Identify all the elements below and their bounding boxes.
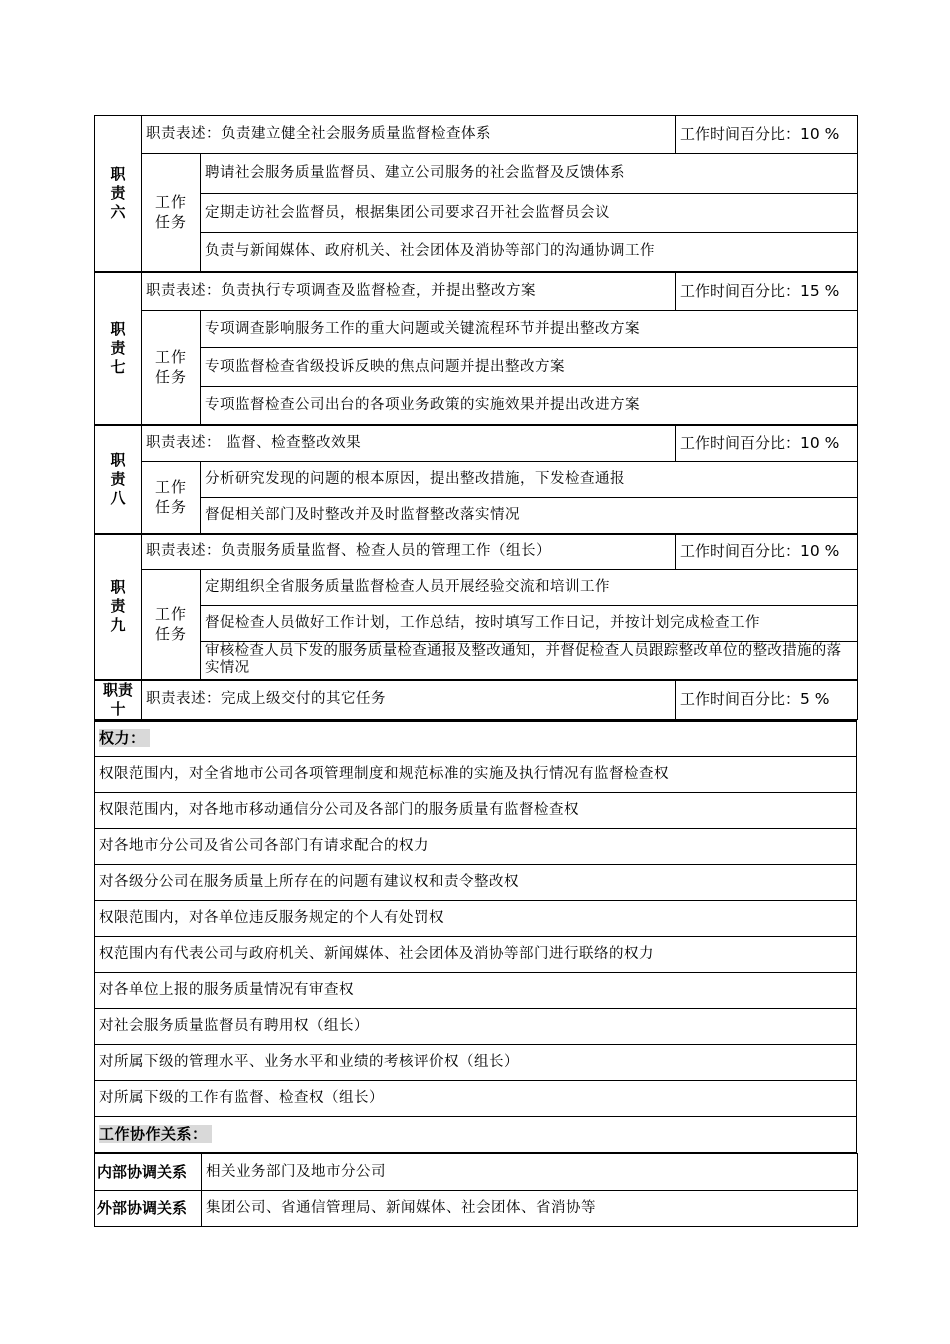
external-coordination-value: 集团公司、省通信管理局、新闻媒体、社会团体、省消协等 <box>202 1191 858 1227</box>
internal-coordination-row <box>95 1154 858 1191</box>
duty-9-task-label: 工作任务 <box>142 570 201 680</box>
duty-8-task-row <box>95 462 858 498</box>
authority-item <box>95 829 857 865</box>
cooperation-title-row <box>95 1117 857 1153</box>
duty-8-statement-row <box>95 425 858 462</box>
duty-8-task-row <box>95 498 858 534</box>
duty-9-statement-row <box>95 534 858 570</box>
authority-item <box>95 865 857 901</box>
authority-title-row <box>95 721 857 757</box>
authority-item-text: 对所属下级的工作有监督、检查权（组长） <box>95 1081 857 1117</box>
authority-item-text: 对各单位上报的服务质量情况有审查权 <box>95 973 857 1009</box>
duties-table <box>94 115 858 720</box>
duty-8-statement: 职责表述： 监督、检查整改效果 <box>142 425 676 462</box>
duty-7-task-2: 专项监督检查省级投诉反映的焦点问题并提出整改方案 <box>201 348 858 387</box>
authority-item-text: 权限范围内，对全省地市公司各项管理制度和规范标准的实施及执行情况有监督检查权 <box>95 757 857 793</box>
internal-coordination-value: 相关业务部门及地市分公司 <box>202 1154 858 1191</box>
duty-8-header: 职责八 <box>95 425 142 534</box>
duty-9-task-3: 审核检查人员下发的服务质量检查通报及整改通知，并督促检查人员跟踪整改单位的整改措施的落实情况 <box>201 642 858 680</box>
duty-9-statement: 职责表述：负责服务质量监督、检查人员的管理工作（组长） <box>142 534 676 570</box>
duty-6-task-3: 负责与新闻媒体、政府机关、社会团体及消协等部门的沟通协调工作 <box>201 233 858 272</box>
duty-6-task-2: 定期走访社会监督员，根据集团公司要求召开社会监督员会议 <box>201 194 858 233</box>
duty-10-header: 职责十 <box>95 680 142 720</box>
authority-item-text: 权范围内有代表公司与政府机关、新闻媒体、社会团体及消协等部门进行联络的权力 <box>95 937 857 973</box>
duty-9-task-1: 定期组织全省服务质量监督检查人员开展经验交流和培训工作 <box>201 570 858 606</box>
duty-9-task-row <box>95 570 858 606</box>
authority-item <box>95 937 857 973</box>
authority-item-text: 权限范围内，对各单位违反服务规定的个人有处罚权 <box>95 901 857 937</box>
authority-title: 权力： <box>95 721 857 757</box>
authority-table <box>94 720 857 1154</box>
authority-item-text: 权限范围内，对各地市移动通信分公司及各部门的服务质量有监督检查权 <box>95 793 857 829</box>
duty-6-task-row <box>95 194 858 233</box>
duty-9-task-2: 督促检查人员做好工作计划，工作总结，按时填写工作日记，并按计划完成检查工作 <box>201 606 858 642</box>
authority-item-text: 对各级分公司在服务质量上所存在的问题有建议权和责令整改权 <box>95 865 857 901</box>
duty-6-task-row <box>95 233 858 272</box>
duty-7-statement-row <box>95 272 858 311</box>
duty-9-task-row <box>95 606 858 642</box>
duty-6-statement-row <box>95 116 858 154</box>
authority-item <box>95 1009 857 1045</box>
authority-item-text: 对所属下级的管理水平、业务水平和业绩的考核评价权（组长） <box>95 1045 857 1081</box>
authority-item <box>95 793 857 829</box>
authority-item-text: 对社会服务质量监督员有聘用权（组长） <box>95 1009 857 1045</box>
duty-8-time-percentage: 工作时间百分比：10 % <box>676 425 858 462</box>
duty-8-task-2: 督促相关部门及时整改并及时监督整改落实情况 <box>201 498 858 534</box>
authority-item-text: 对各地市分公司及省公司各部门有请求配合的权力 <box>95 829 857 865</box>
duty-6-task-label: 工作任务 <box>142 154 201 272</box>
duty-7-statement: 职责表述：负责执行专项调查及监督检查，并提出整改方案 <box>142 272 676 311</box>
authority-item <box>95 901 857 937</box>
external-coordination-row <box>95 1191 858 1227</box>
duty-7-task-3: 专项监督检查公司出台的各项业务政策的实施效果并提出改进方案 <box>201 387 858 425</box>
duty-9-time-percentage: 工作时间百分比：10 % <box>676 534 858 570</box>
authority-item <box>95 757 857 793</box>
duty-9-task-row <box>95 642 858 680</box>
cooperation-title: 工作协作关系： <box>95 1117 857 1153</box>
duty-10-statement: 职责表述：完成上级交付的其它任务 <box>142 680 676 720</box>
duty-6-task-row <box>95 154 858 194</box>
authority-item <box>95 1081 857 1117</box>
duty-10-time-percentage: 工作时间百分比：5 % <box>676 680 858 720</box>
cooperation-table <box>94 1153 858 1227</box>
duty-7-time-percentage: 工作时间百分比：15 % <box>676 272 858 311</box>
duty-6-time-percentage: 工作时间百分比：10 % <box>676 116 858 154</box>
job-description-sheet <box>94 115 857 1227</box>
duty-6-header: 职责六 <box>95 116 142 272</box>
duty-7-header: 职责七 <box>95 272 142 425</box>
duty-8-task-label: 工作任务 <box>142 462 201 534</box>
internal-coordination-label: 内部协调关系 <box>95 1154 202 1191</box>
duty-7-task-row <box>95 311 858 348</box>
authority-item <box>95 1045 857 1081</box>
duty-6-task-1: 聘请社会服务质量监督员、建立公司服务的社会监督及反馈体系 <box>201 154 858 194</box>
duty-7-task-row <box>95 387 858 425</box>
duty-7-task-label: 工作任务 <box>142 311 201 425</box>
duty-7-task-row <box>95 348 858 387</box>
external-coordination-label: 外部协调关系 <box>95 1191 202 1227</box>
duty-10-statement-row <box>95 680 858 720</box>
duty-7-task-1: 专项调查影响服务工作的重大问题或关键流程环节并提出整改方案 <box>201 311 858 348</box>
duty-9-header: 职责九 <box>95 534 142 680</box>
authority-item <box>95 973 857 1009</box>
duty-6-statement: 职责表述：负责建立健全社会服务质量监督检查体系 <box>142 116 676 154</box>
duty-8-task-1: 分析研究发现的问题的根本原因，提出整改措施，下发检查通报 <box>201 462 858 498</box>
